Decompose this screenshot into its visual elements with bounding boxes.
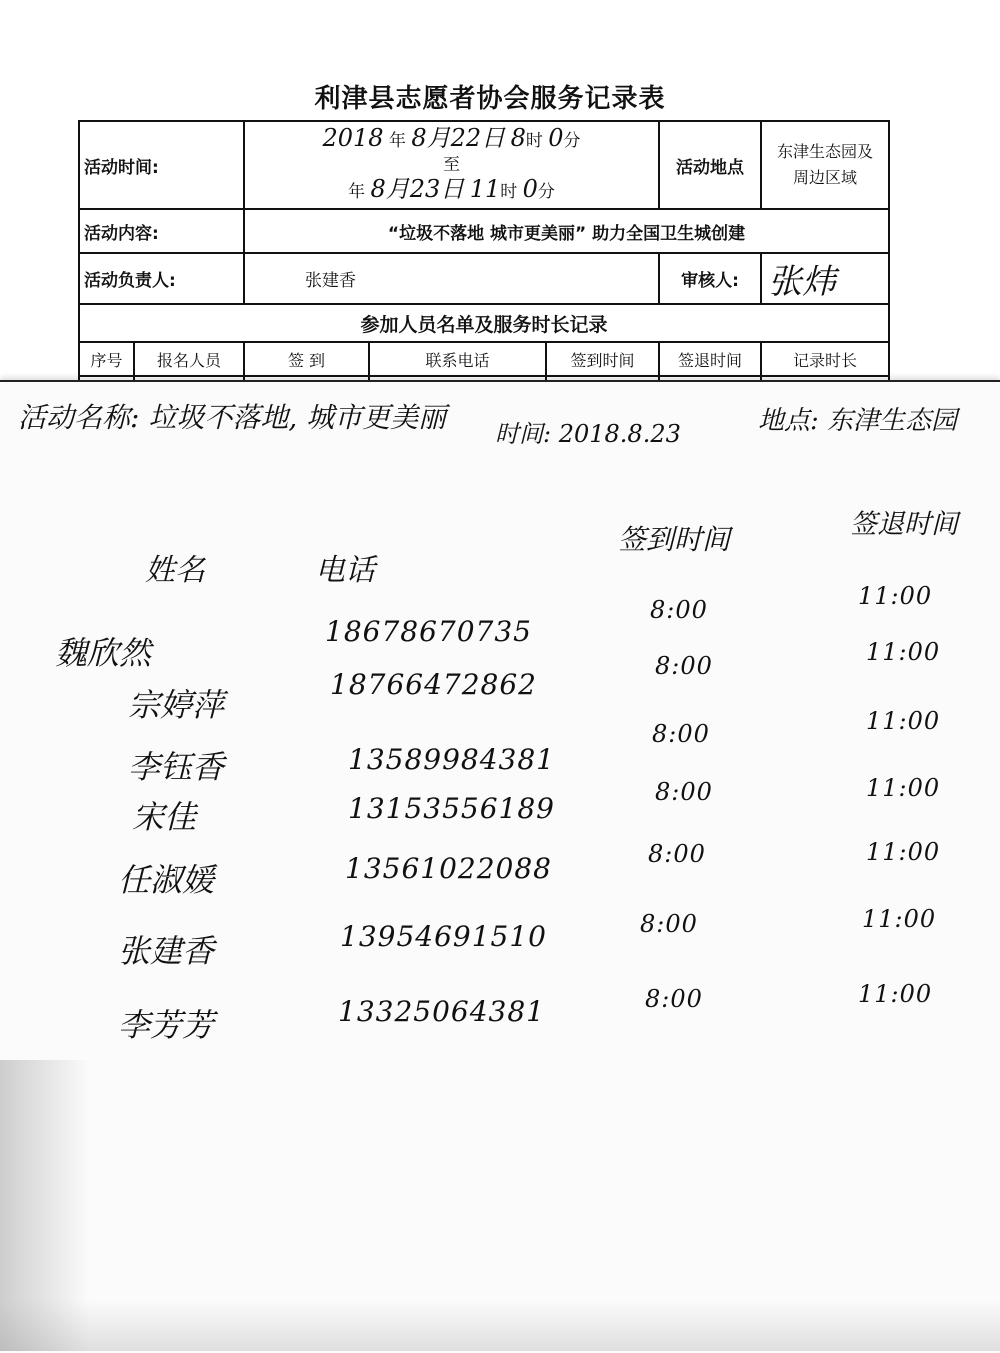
column-header-signout-time: 签退时间 — [659, 342, 761, 376]
note-row-phone: 13561022088 — [345, 852, 552, 885]
to-label: 至 — [443, 155, 460, 175]
scan-shadow-bottom — [0, 1300, 1000, 1351]
note-row-signout: 11:00 — [866, 774, 941, 802]
note-row-phone: 13954691510 — [340, 920, 547, 953]
note-row-signin: 8:00 — [640, 910, 698, 938]
note-row-signin: 8:00 — [655, 778, 713, 806]
note-row-signout: 11:00 — [858, 582, 933, 610]
activity-time-value — [244, 121, 659, 209]
note-header-phone: 电话 — [315, 553, 375, 588]
section-title: 参加人员名单及服务时长记录 — [79, 304, 889, 342]
note-row-signin: 8:00 — [645, 985, 703, 1013]
activity-time-label: 活动时间: — [79, 121, 244, 209]
reviewer-signature: 张炜 — [761, 253, 889, 304]
leader-label: 活动负责人: — [79, 253, 244, 304]
content-label: 活动内容: — [79, 209, 244, 253]
note-row-name: 魏欣然 — [55, 634, 152, 672]
column-header-checkin: 签 到 — [244, 342, 369, 376]
column-header-name: 报名人员 — [134, 342, 244, 376]
note-header-signin: 签到时间 — [618, 523, 731, 556]
note-row-signout: 11:00 — [862, 905, 937, 933]
note-row-signin: 8:00 — [655, 652, 713, 680]
column-header-signin-time: 签到时间 — [546, 342, 659, 376]
note-row-name: 李钰香 — [128, 748, 225, 786]
note-row-signout: 11:00 — [866, 707, 941, 735]
note-place: 地点: 东津生态园 — [758, 406, 958, 436]
note-row-signin: 8:00 — [650, 596, 708, 624]
note-row-signin: 8:00 — [648, 840, 706, 868]
form-title: 利津县志愿者协会服务记录表 — [314, 84, 666, 114]
note-row-phone: 18766472862 — [330, 668, 537, 701]
note-header-signout: 签退时间 — [850, 509, 958, 540]
note-row-phone: 13153556189 — [348, 792, 555, 825]
note-row-signout: 11:00 — [858, 980, 933, 1008]
note-row-signout: 11:00 — [866, 638, 941, 666]
column-header-seq: 序号 — [79, 342, 134, 376]
leader-value: 张建香 — [244, 253, 659, 304]
note-row-name: 李芳芳 — [118, 1006, 215, 1044]
service-record-table — [78, 120, 890, 383]
note-header-name: 姓名 — [145, 553, 205, 588]
location-value: 东津生态园及周边区域 — [761, 121, 889, 209]
note-row-name: 张建香 — [118, 932, 215, 970]
note-time: 时间: 2018.8.23 — [495, 420, 681, 448]
note-row-phone: 18678670735 — [325, 615, 532, 648]
note-activity-name: 活动名称: 垃圾不落地, 城市更美丽 — [18, 401, 447, 434]
reviewer-label: 审核人: — [659, 253, 761, 304]
note-row-phone: 13589984381 — [348, 743, 555, 776]
content-value: “垃圾不落地 城市更美丽” 助力全国卫生城创建 — [244, 209, 889, 253]
column-header-phone: 联系电话 — [369, 342, 546, 376]
note-row-name: 任淑媛 — [118, 861, 215, 899]
location-label: 活动地点 — [659, 121, 761, 209]
note-row-name: 宋佳 — [132, 798, 197, 836]
activity-start-time: 2018 年 8月22日 8时 0分 — [322, 124, 581, 152]
note-row-signin: 8:00 — [652, 720, 710, 748]
column-header-duration: 记录时长 — [761, 342, 889, 376]
note-row-name: 宗婷萍 — [128, 686, 225, 724]
note-row-signout: 11:00 — [866, 838, 941, 866]
activity-end-time: 年 8月23日 11时 0分 — [348, 175, 555, 203]
note-row-phone: 13325064381 — [338, 995, 545, 1028]
